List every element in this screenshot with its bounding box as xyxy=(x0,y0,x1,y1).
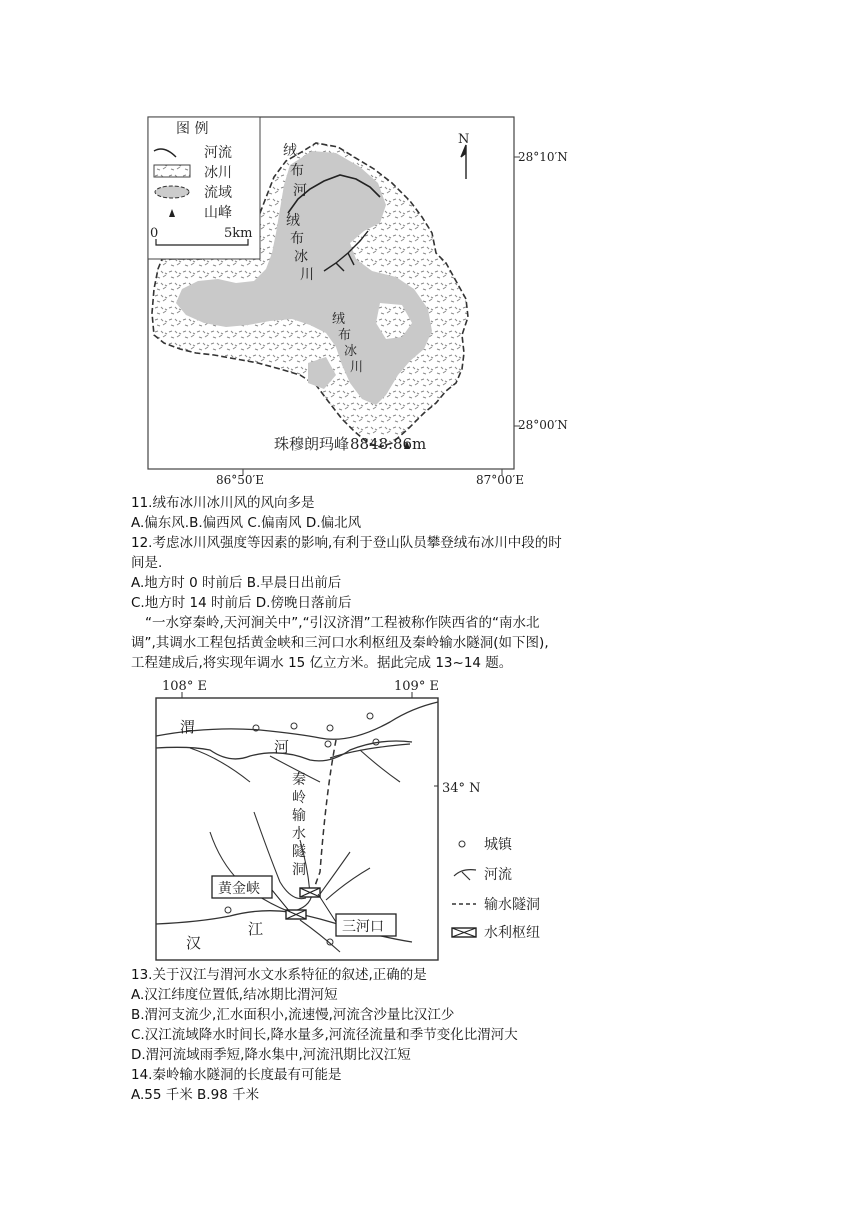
svg-text:岭: 岭 xyxy=(292,790,306,806)
legend-peak-label: 山峰 xyxy=(204,205,232,221)
q11-stem: 11.绒布冰川冰川风的风向多是 xyxy=(131,495,315,511)
q13-option-a: A.汉江纬度位置低,结冰期比渭河短 xyxy=(131,987,338,1003)
svg-text:布: 布 xyxy=(338,328,352,343)
q14-stem: 14.秦岭输水隧洞的长度最有可能是 xyxy=(131,1067,342,1083)
q11-options: A.偏东风.B.偏西风 C.偏南风 D.偏北风 xyxy=(131,515,362,531)
legend-basin-label: 流域 xyxy=(204,185,232,201)
svg-text:河: 河 xyxy=(293,183,307,199)
lon-right-label: 87°00′E xyxy=(476,473,525,485)
q13-stem: 13.关于汉江与渭河水文水系特征的叙述,正确的是 xyxy=(131,967,427,983)
rongbuk-glacier-map xyxy=(140,113,580,485)
svg-text:洞: 洞 xyxy=(292,862,306,878)
peak-elevation: 8848.86m xyxy=(350,435,427,453)
legend-river-label: 河流 xyxy=(204,145,232,161)
wei-char: 渭 xyxy=(180,718,196,736)
svg-text:秦: 秦 xyxy=(292,772,306,788)
svg-text:水: 水 xyxy=(292,826,306,842)
q13-option-b: B.渭河支流少,汇水面积小,流速慢,河流含沙量比汉江少 xyxy=(131,1007,455,1023)
sanhekou-label: 三河口 xyxy=(342,919,384,935)
han-char: 汉 xyxy=(186,934,202,952)
legend-river-label2: 河流 xyxy=(484,867,512,883)
qinling-tunnel xyxy=(312,740,336,894)
q12-stem-line2: 间是. xyxy=(131,555,163,571)
wei-river xyxy=(156,702,438,739)
passage-line1: “一水穿秦岭,天河涧关中”,“引汉济渭”工程被称作陕西省的“南水北 xyxy=(145,615,540,631)
q12-stem-line1: 12.考虑冰川风强度等因素的影响,有利于登山队员攀登绒布冰川中段的时 xyxy=(131,535,562,551)
north-label: N xyxy=(458,132,470,147)
town-icon xyxy=(291,723,297,729)
svg-text:布: 布 xyxy=(290,231,304,247)
q12-options-ab: A.地方时 0 时前后 B.早晨日出前后 xyxy=(131,575,342,591)
q13-option-c: C.汉江流域降水时间长,降水量多,河流径流量和季节变化比渭河大 xyxy=(131,1027,518,1043)
svg-text:冰: 冰 xyxy=(294,249,308,265)
legend-town-label: 城镇 xyxy=(484,837,512,853)
lon-108-label: 108° E xyxy=(162,679,207,694)
legend-hub-label: 水利枢纽 xyxy=(484,925,540,941)
town-circle-icon xyxy=(459,841,465,847)
q14-options: A.55 千米 B.98 千米 xyxy=(131,1087,260,1103)
svg-text:冰: 冰 xyxy=(344,344,358,359)
lat-top-label: 28°10′N xyxy=(518,150,568,164)
legend-tunnel-label: 输水隧洞 xyxy=(484,897,540,913)
hub-box-icon xyxy=(452,928,476,937)
jiang-char: 江 xyxy=(248,920,264,938)
peak-name: 珠穆朗玛峰 xyxy=(274,435,350,453)
sanhekou-hub-icon xyxy=(300,888,320,897)
passage-line2: 调”,其调水工程包括黄金峡和三河口水利枢纽及秦岭输水隧洞(如下图), xyxy=(131,635,549,651)
huangjinxia-label: 黄金峡 xyxy=(218,881,260,897)
passage-line3: 工程建成后,将实现年调水 15 亿立方米。据此完成 13~14 题。 xyxy=(131,655,513,671)
basin-boundary-icon xyxy=(155,186,189,198)
svg-text:川: 川 xyxy=(300,267,314,283)
scale-start: 0 xyxy=(150,226,159,241)
town-icon xyxy=(225,907,231,913)
legend-title: 图 例 xyxy=(176,121,209,137)
svg-text:绒: 绒 xyxy=(332,312,346,327)
north-arrow-icon xyxy=(461,145,466,179)
river-branch-icon xyxy=(454,870,476,880)
lat-bottom-label: 28°00′N xyxy=(518,418,568,432)
q12-options-cd: C.地方时 14 时前后 D.傍晚日落前后 xyxy=(131,595,352,611)
water-diversion-map xyxy=(150,672,570,964)
he-char: 河 xyxy=(274,738,290,756)
svg-text:绒: 绒 xyxy=(286,213,300,229)
svg-text:输: 输 xyxy=(292,808,306,824)
tunnel-label xyxy=(292,772,307,878)
svg-text:川: 川 xyxy=(350,360,364,375)
town-icon xyxy=(325,741,331,747)
svg-text:布: 布 xyxy=(290,163,304,179)
glacier-pattern-icon xyxy=(154,165,190,177)
svg-text:隧: 隧 xyxy=(292,844,306,860)
legend-glacier-label: 冰川 xyxy=(204,165,232,181)
q13-option-d: D.渭河流域雨季短,降水集中,河流汛期比汉江短 xyxy=(131,1047,411,1063)
lon-109-label: 109° E xyxy=(394,679,439,694)
town-icon xyxy=(327,725,333,731)
lon-left-label: 86°50′E xyxy=(216,473,265,485)
lat-34-label: 34° N xyxy=(442,781,481,796)
svg-text:绒: 绒 xyxy=(283,143,297,159)
town-icon xyxy=(367,713,373,719)
scale-end: 5km xyxy=(224,226,253,241)
